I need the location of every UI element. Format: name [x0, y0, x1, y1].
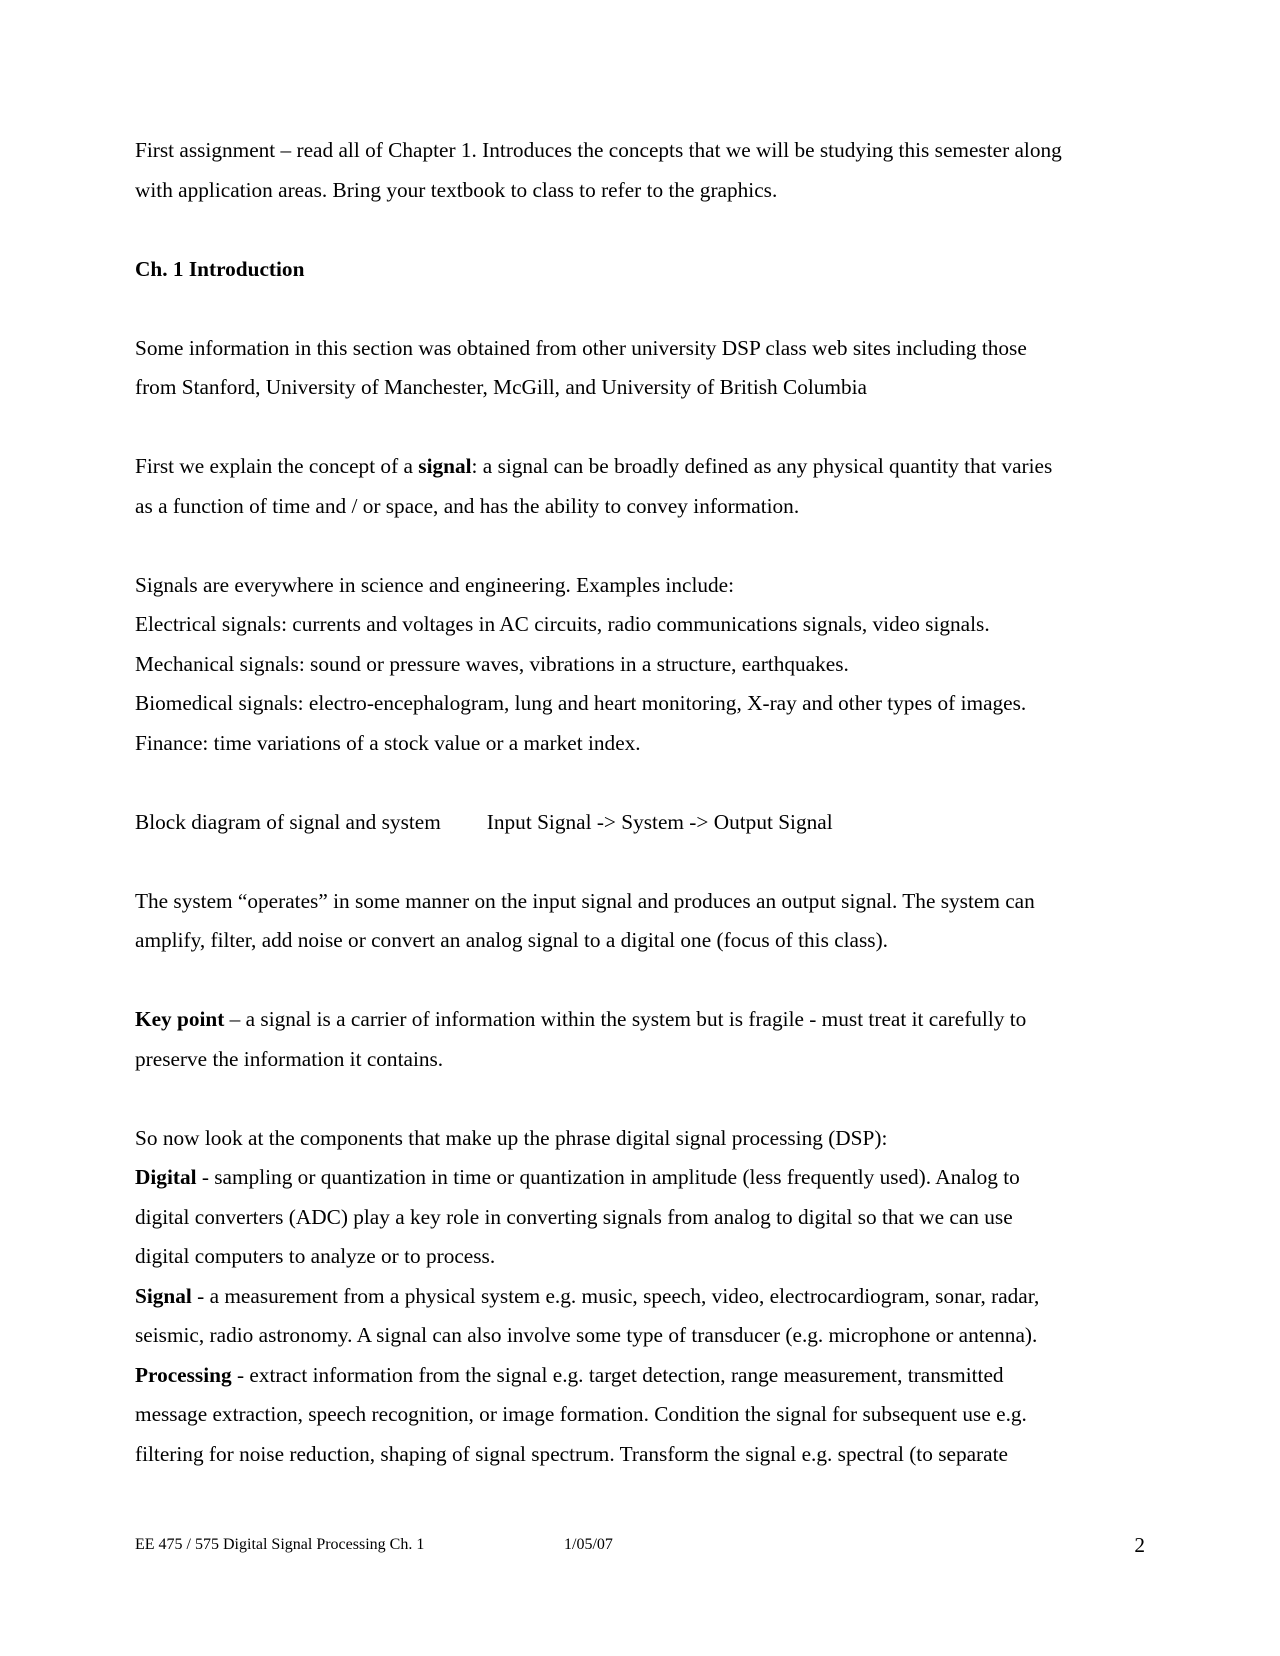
- intro-line-2: with application areas. Bring your textbook to class to refer to the graphics.: [135, 177, 778, 202]
- dsp-processing-line-2: message extraction, speech recognition, or image formation. Condition the signal for subsequent use e.g.: [135, 1402, 1027, 1426]
- system-line-2: amplify, filter, add noise or convert an analog signal to a digital one (focus of this class).: [135, 928, 889, 952]
- signal-definition-line-2: as a function of time and / or space, and has the ability to convey information.: [135, 493, 800, 518]
- dsp-digital-line-1: Digital - sampling or quantization in time or quantization in amplitude (less frequently used). Analog to: [135, 1165, 1020, 1189]
- block-diagram-flow: Input Signal -> System -> Output Signal: [486, 809, 833, 834]
- signal-definition-line-1: First we explain the concept of a signal: a signal can be broadly defined as any physical quantity that varies: [135, 454, 1053, 478]
- page-number: 2: [1134, 1533, 1145, 1557]
- key-point-term: Key point: [135, 1007, 225, 1031]
- block-diagram-line: [135, 803, 1155, 843]
- example-item: Biomedical signals: electro-encephalogram, lung and heart monitoring, X-ray and other types of images.: [135, 691, 1027, 715]
- processing-term: Processing: [135, 1362, 232, 1387]
- dsp-processing-line-1: Processing - extract information from the signal e.g. target detection, range measurement, transmitted: [135, 1362, 1004, 1387]
- digital-term: Digital: [135, 1165, 197, 1189]
- dsp-signal-line-1: Signal - a measurement from a physical system e.g. music, speech, video, electrocardiogram, sonar, radar,: [135, 1283, 1040, 1308]
- dsp-intro: So now look at the components that make up the phrase digital signal processing (DSP):: [135, 1125, 888, 1150]
- examples-intro: Signals are everywhere in science and engineering. Examples include:: [135, 572, 735, 597]
- dsp-processing-line-3: filtering for noise reduction, shaping of signal spectrum. Transform the signal e.g. spectral (to separate: [135, 1441, 1008, 1466]
- example-item: Electrical signals: currents and voltages in AC circuits, radio communications signals, video signals.: [135, 612, 990, 636]
- key-point-line-2: preserve the information it contains.: [135, 1046, 444, 1071]
- footer-course-title: EE 475 / 575 Digital Signal Processing Ch. 1: [135, 1536, 425, 1553]
- dsp-digital-line-3: digital computers to analyze or to process.: [135, 1244, 496, 1268]
- dsp-signal-line-2: seismic, radio astronomy. A signal can also involve some type of transducer (e.g. microphone or antenna).: [135, 1323, 1038, 1347]
- section-heading: Ch. 1 Introduction: [135, 256, 305, 281]
- intro-line-1: First assignment – read all of Chapter 1. Introduces the concepts that we will be studying this semester along: [135, 138, 1062, 162]
- signal-component-term: Signal: [135, 1283, 192, 1308]
- example-item: Finance: time variations of a stock value or a market index.: [135, 730, 641, 755]
- sources-line-1: Some information in this section was obtained from other university DSP class web sites including those: [135, 335, 1027, 360]
- system-line-1: The system “operates” in some manner on the input signal and produces an output signal. The system can: [135, 888, 1035, 913]
- dsp-digital-line-2: digital converters (ADC) play a key role in converting signals from analog to digital so that we can use: [135, 1204, 1013, 1229]
- footer-date: 1/05/07: [564, 1536, 613, 1553]
- block-diagram-label: Block diagram of signal and system: [135, 809, 441, 834]
- signal-term: signal: [418, 454, 472, 478]
- page-footer: [135, 1531, 1145, 1561]
- body-text: [135, 131, 1155, 1474]
- example-item: Mechanical signals: sound or pressure waves, vibrations in a structure, earthquakes.: [135, 651, 849, 676]
- sources-line-2: from Stanford, University of Manchester, McGill, and University of British Columbia: [135, 375, 867, 399]
- key-point-line-1: Key point – a signal is a carrier of information within the system but is fragile - must treat it carefully to: [135, 1007, 1027, 1031]
